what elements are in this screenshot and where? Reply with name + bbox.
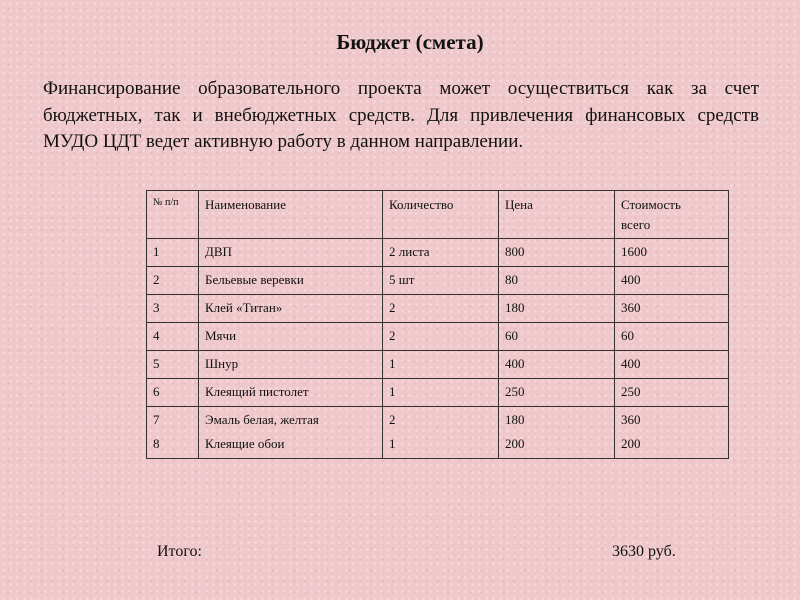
cell-line: 200 xyxy=(505,436,525,451)
cell-line: 180 xyxy=(505,412,525,427)
budget-table xyxy=(146,190,729,459)
cell-total: 250 xyxy=(615,379,729,407)
page-title: Бюджет (смета) xyxy=(336,30,484,54)
cell-name: Мячи xyxy=(199,323,383,351)
cell-total xyxy=(615,407,729,459)
table-row xyxy=(147,407,729,459)
cell-total: 360 xyxy=(615,295,729,323)
table-row xyxy=(147,239,729,267)
header-num: № п/п xyxy=(147,191,199,239)
cell-qty: 1 xyxy=(383,379,499,407)
intro-paragraph: Финансирование образовательного проекта может осуществиться как за счет бюджетных, так и внебюджетных средств. Для привлечения финансовых средств МУДО ЦДТ ведет активную работу в данном направлении. xyxy=(43,78,759,152)
cell-num: 2 xyxy=(147,267,199,295)
table-row xyxy=(147,379,729,407)
table-row xyxy=(147,323,729,351)
cell-qty: 2 xyxy=(383,295,499,323)
header-total-line2: всего xyxy=(621,217,651,232)
total-label: Итого: xyxy=(157,543,202,560)
cell-price: 400 xyxy=(499,351,615,379)
cell-price: 180 xyxy=(499,295,615,323)
cell-name: Клеящий пистолет xyxy=(199,379,383,407)
cell-num: 6 xyxy=(147,379,199,407)
cell-num: 5 xyxy=(147,351,199,379)
table-row xyxy=(147,267,729,295)
table-row xyxy=(147,295,729,323)
cell-name xyxy=(199,407,383,459)
cell-total: 400 xyxy=(615,267,729,295)
cell-name: Клей «Титан» xyxy=(199,295,383,323)
cell-price xyxy=(499,407,615,459)
table-row xyxy=(147,351,729,379)
cell-num: 1 xyxy=(147,239,199,267)
header-name: Наименование xyxy=(199,191,383,239)
cell-line: 2 xyxy=(389,412,396,427)
cell-total: 60 xyxy=(615,323,729,351)
cell-line: Эмаль белая, желтая xyxy=(205,412,319,427)
cell-name: ДВП xyxy=(199,239,383,267)
cell-line: 7 xyxy=(153,412,160,427)
cell-price: 80 xyxy=(499,267,615,295)
cell-price: 800 xyxy=(499,239,615,267)
cell-name: Бельевые веревки xyxy=(199,267,383,295)
cell-line: 1 xyxy=(389,436,396,451)
cell-line: 200 xyxy=(621,436,641,451)
table-header-row xyxy=(147,191,729,239)
total-value: 3630 руб. xyxy=(612,543,676,560)
header-total xyxy=(615,191,729,239)
cell-price: 60 xyxy=(499,323,615,351)
cell-line: Клеящие обои xyxy=(205,436,285,451)
cell-qty xyxy=(383,407,499,459)
cell-price: 250 xyxy=(499,379,615,407)
cell-total: 1600 xyxy=(615,239,729,267)
cell-num: 4 xyxy=(147,323,199,351)
cell-num xyxy=(147,407,199,459)
cell-qty: 2 xyxy=(383,323,499,351)
cell-line: 8 xyxy=(153,436,160,451)
header-total-line1: Стоимость xyxy=(621,197,681,212)
cell-total: 400 xyxy=(615,351,729,379)
cell-line: 360 xyxy=(621,412,641,427)
cell-name: Шнур xyxy=(199,351,383,379)
cell-qty: 1 xyxy=(383,351,499,379)
cell-qty: 5 шт xyxy=(383,267,499,295)
header-price: Цена xyxy=(499,191,615,239)
cell-qty: 2 листа xyxy=(383,239,499,267)
header-qty: Количество xyxy=(383,191,499,239)
cell-num: 3 xyxy=(147,295,199,323)
